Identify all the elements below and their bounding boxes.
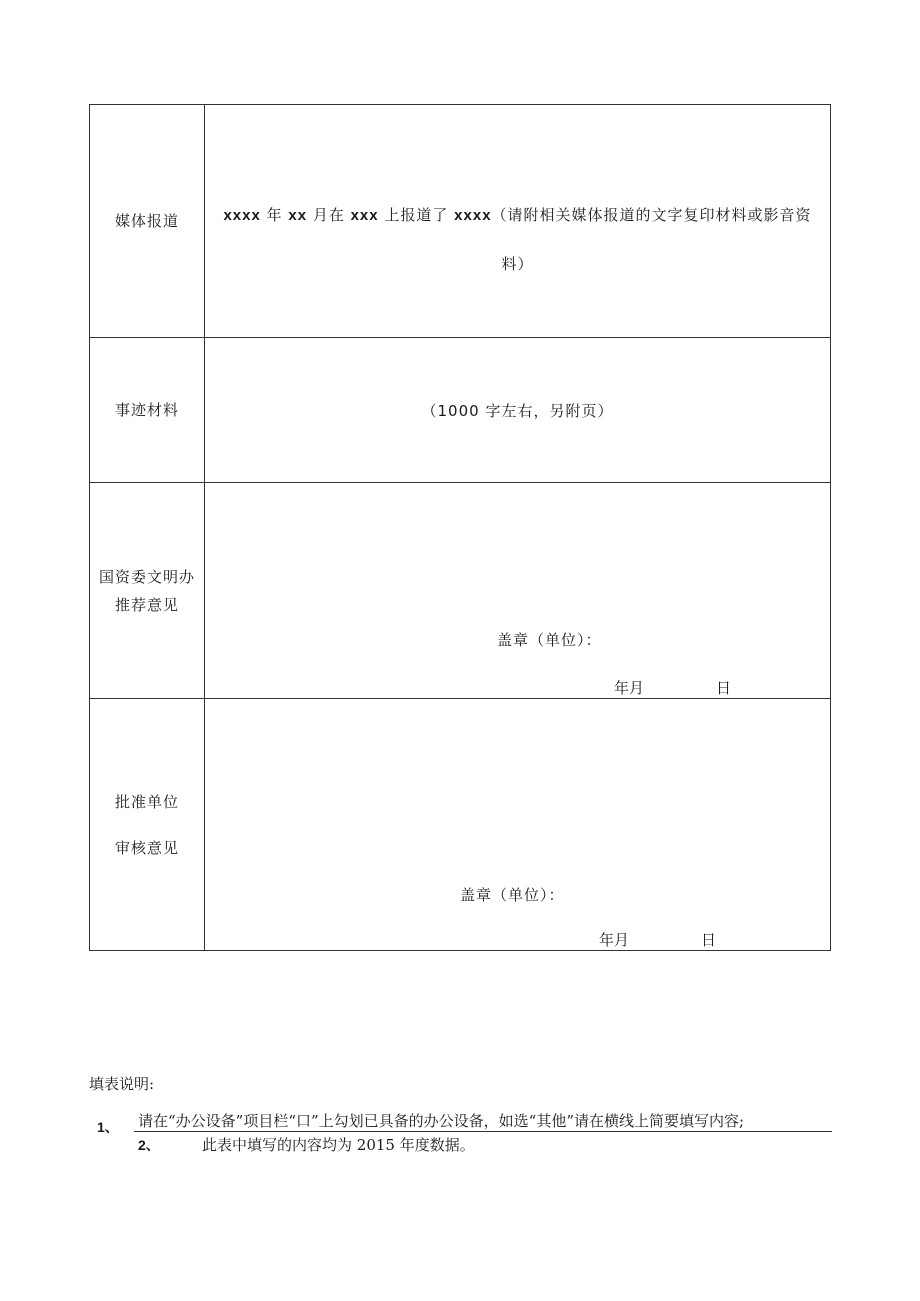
topic-placeholder: xxxx xyxy=(454,207,492,224)
note-2-number: 2、 xyxy=(138,1137,160,1153)
recommendation-date-year-month: 年月 xyxy=(614,679,645,697)
reported-text: 上报道了 xyxy=(378,206,455,224)
recommendation-label-line-1: 国资委文明办 xyxy=(98,567,195,586)
attachment-note: （请附相关媒体报道的文字复印材料或影音资 xyxy=(491,206,812,224)
recommendation-row xyxy=(90,483,831,699)
recommendation-date xyxy=(614,677,731,698)
approval-label-line-2: 审核意见 xyxy=(114,838,179,857)
media-report-line-1 xyxy=(217,191,818,240)
approval-content-cell[interactable] xyxy=(205,699,831,951)
recommendation-label xyxy=(90,483,205,699)
recommendation-date-day: 日 xyxy=(716,679,732,697)
approval-label xyxy=(90,699,205,951)
application-form-table xyxy=(89,104,831,951)
note-divider-line xyxy=(134,1131,832,1132)
approval-label-line-1: 批准单位 xyxy=(114,792,179,811)
approval-date xyxy=(599,929,716,950)
note-1-number: 1、 xyxy=(97,1119,119,1135)
month-unit: 月在 xyxy=(307,206,351,224)
year-placeholder: xxxx xyxy=(223,207,261,224)
recommendation-content-cell[interactable] xyxy=(205,483,831,699)
recommendation-label-line-2: 推荐意见 xyxy=(114,595,179,614)
approval-date-year-month: 年月 xyxy=(599,931,630,949)
deeds-material-row xyxy=(90,338,831,483)
note-2-text: 此表中填写的内容均为 2015 年度数据。 xyxy=(202,1136,475,1154)
approval-date-day: 日 xyxy=(701,931,717,949)
note-1-text: 请在“办公设备”项目栏“口”上勾划已具备的办公设备，如选“其他”请在横线上简要填写内容; xyxy=(138,1112,745,1130)
approval-row xyxy=(90,699,831,951)
media-report-label: 媒体报道 xyxy=(90,105,205,338)
year-unit: 年 xyxy=(260,206,289,224)
deeds-material-content: （1000 字左右，另附页） xyxy=(421,402,614,420)
deeds-material-label: 事迹材料 xyxy=(90,338,205,483)
media-report-row xyxy=(90,105,831,338)
deeds-material-content-cell[interactable] xyxy=(205,338,831,483)
media-report-content-cell[interactable] xyxy=(205,105,831,338)
recommendation-seal: 盖章（单位）： xyxy=(497,631,602,649)
approval-seal: 盖章（单位）： xyxy=(460,886,565,904)
media-placeholder: xxx xyxy=(350,207,379,224)
media-report-content xyxy=(217,191,818,288)
notes-title: 填表说明: xyxy=(89,1075,155,1093)
media-report-line-2: 料） xyxy=(501,255,534,273)
month-placeholder: xx xyxy=(288,207,308,224)
